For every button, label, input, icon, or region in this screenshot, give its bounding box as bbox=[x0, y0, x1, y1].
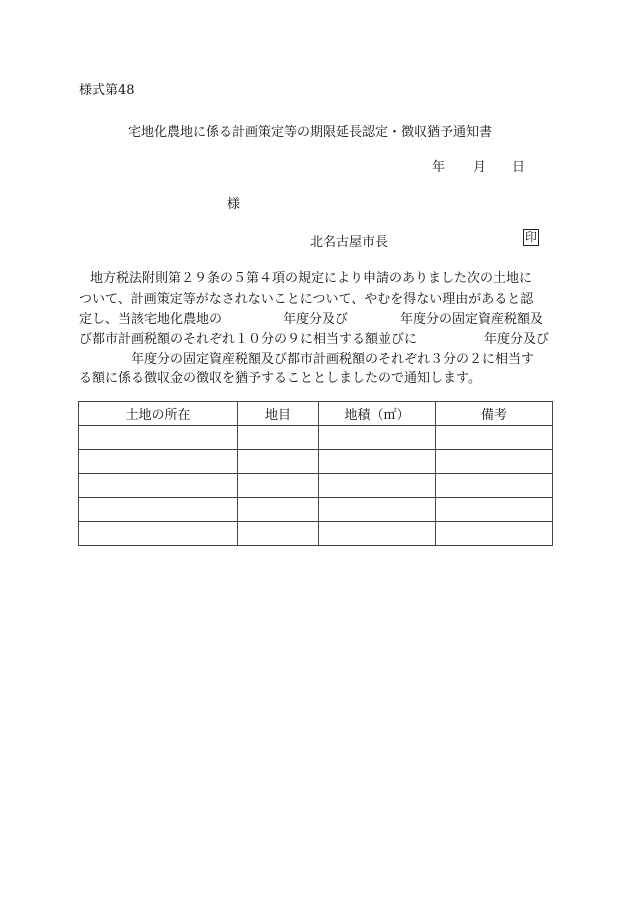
body-line-2: ついて、計画策定等がなされないことについて、やむを得ない理由があると認 bbox=[79, 292, 534, 307]
header-remarks: 備考 bbox=[436, 402, 553, 426]
table-row bbox=[79, 426, 553, 450]
date-year-label: 年 bbox=[432, 160, 446, 175]
body-line-3c: 年度分の固定資産税額及 bbox=[400, 312, 544, 327]
date-month-label: 月 bbox=[473, 160, 487, 175]
header-area: 地積（㎡） bbox=[319, 402, 436, 426]
cell-remarks bbox=[436, 522, 553, 546]
cell-location bbox=[79, 450, 238, 474]
cell-remarks bbox=[436, 474, 553, 498]
form-number: 様式第48 bbox=[79, 83, 135, 98]
body-line-1: 地方税法附則第２９条の５第４項の規定により申請のありました次の土地に bbox=[90, 271, 533, 286]
cell-remarks bbox=[436, 498, 553, 522]
cell-area bbox=[319, 426, 436, 450]
cell-land-category bbox=[238, 522, 319, 546]
table-row bbox=[79, 522, 553, 546]
seal-mark: 印 bbox=[524, 230, 537, 244]
cell-location bbox=[79, 426, 238, 450]
body-line-5: 年度分の固定資産税額及び都市計画税額のそれぞれ３分の２に相当す bbox=[131, 352, 535, 367]
cell-land-category bbox=[238, 450, 319, 474]
body-line-4a: び都市計画税額のそれぞれ１０分の９に相当する額並びに bbox=[79, 332, 418, 347]
cell-location bbox=[79, 474, 238, 498]
cell-location bbox=[79, 522, 238, 546]
body-line-3a: 定し、当該宅地化農地の bbox=[79, 312, 223, 327]
cell-land-category bbox=[238, 498, 319, 522]
cell-area bbox=[319, 522, 436, 546]
table-header-row bbox=[79, 402, 553, 426]
issuer-name: 北名古屋市長 bbox=[310, 235, 389, 250]
land-parcel-table bbox=[78, 401, 553, 546]
cell-remarks bbox=[436, 450, 553, 474]
cell-area bbox=[319, 498, 436, 522]
cell-land-category bbox=[238, 474, 319, 498]
document-title: 宅地化農地に係る計画策定等の期限延長認定・徴収猶予通知書 bbox=[128, 125, 493, 140]
table-row bbox=[79, 474, 553, 498]
table-row bbox=[79, 498, 553, 522]
recipient-honorific: 様 bbox=[227, 197, 241, 212]
cell-location bbox=[79, 498, 238, 522]
cell-area bbox=[319, 474, 436, 498]
header-location: 土地の所在 bbox=[79, 402, 238, 426]
date-day-label: 日 bbox=[512, 160, 526, 175]
cell-land-category bbox=[238, 426, 319, 450]
body-line-6: る額に係る徴収金の徴収を猶予することとしましたので通知します。 bbox=[79, 371, 481, 386]
header-land-category: 地目 bbox=[238, 402, 319, 426]
body-line-4b: 年度分及び bbox=[484, 332, 550, 347]
table-row bbox=[79, 450, 553, 474]
body-line-3b: 年度分及び bbox=[283, 312, 349, 327]
cell-remarks bbox=[436, 426, 553, 450]
cell-area bbox=[319, 450, 436, 474]
